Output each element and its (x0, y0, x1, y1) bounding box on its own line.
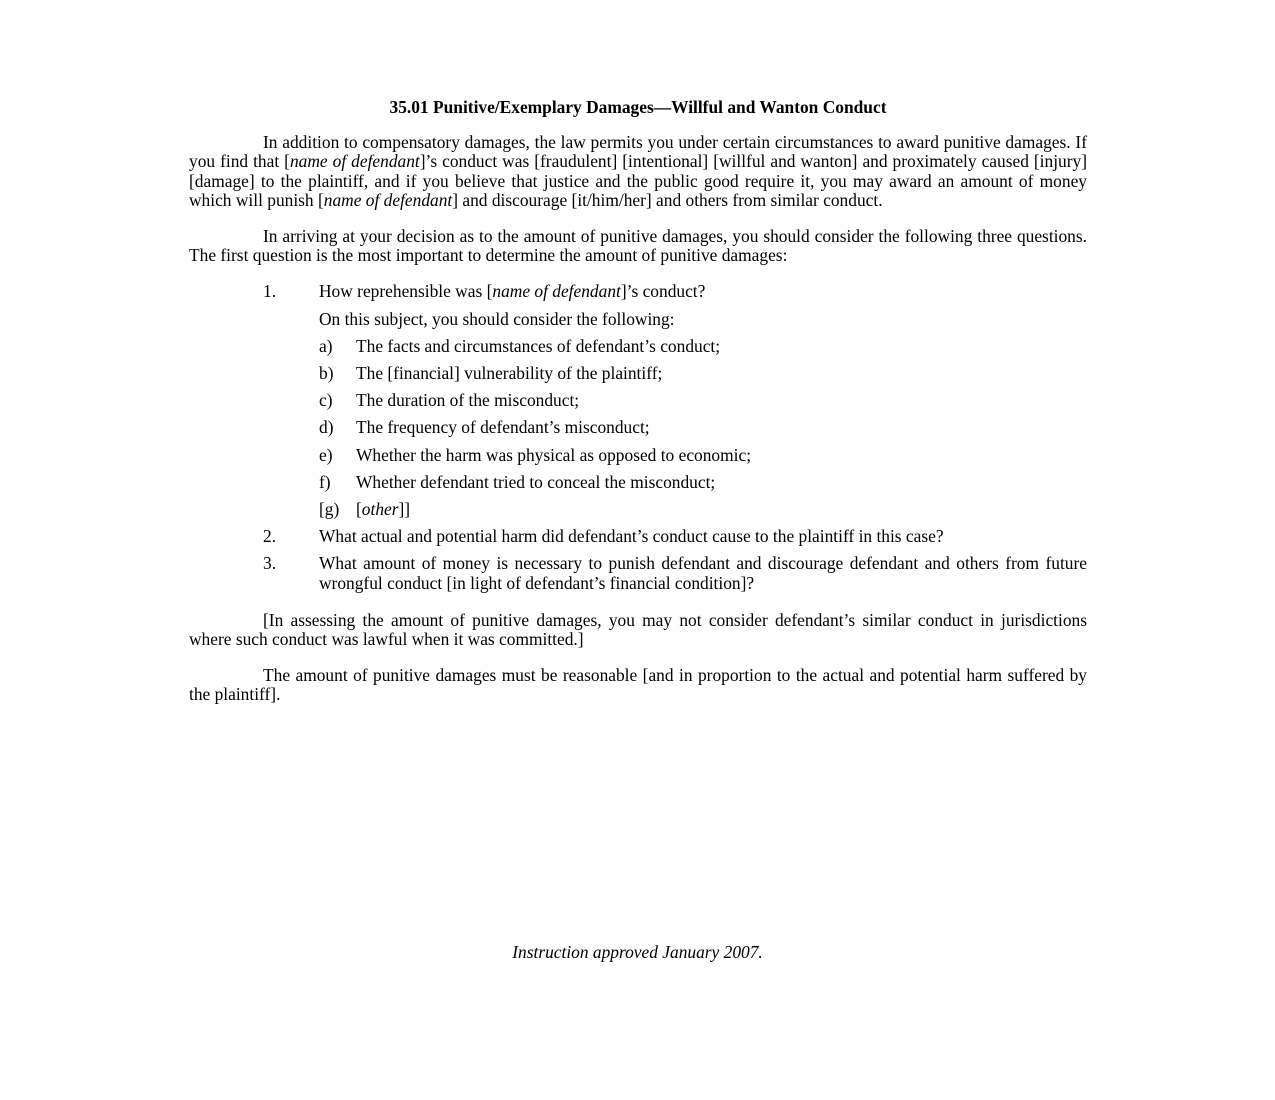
question-3-number: 3. (263, 553, 277, 574)
list-item-letter: [g) (319, 499, 340, 520)
list-item-text-post: ]] (398, 499, 411, 520)
question-3 (189, 554, 1087, 592)
list-item (189, 364, 1087, 383)
list-item-text: The facts and circumstances of defendant’s conduct; (356, 335, 721, 356)
list-item-text: Whether defendant tried to conceal the misconduct; (356, 471, 716, 492)
list-item (189, 473, 1087, 492)
list-item-text: Whether the harm was physical as opposed to economic; (356, 444, 752, 465)
closing-paragraph: The amount of punitive damages must be reasonable [and in proportion to the actual and potential harm suffered by the plaintiff]. (189, 665, 1087, 705)
list-item-letter: e) (319, 444, 333, 465)
intro-text-1: In addition to compensatory damages, the law permits you under certain circumstances to award punitive damages. If you find that [ (189, 132, 1087, 172)
defendant-placeholder-1: name of defendant (289, 151, 420, 172)
defendant-placeholder-3: name of defendant (492, 281, 621, 302)
question-2-number: 2. (263, 526, 277, 547)
question-1 (189, 282, 1087, 301)
question-3-text: What amount of money is necessary to punish defendant and discourage defendant and others from future wrongful conduct [in light of defendant’s financial condition]? (319, 553, 1087, 593)
questions-intro-paragraph: In arriving at your decision as to the amount of punitive damages, you should consider the following three questions. The first question is the most important to determine the amount of punitive damages: (189, 226, 1087, 266)
question-2 (189, 527, 1087, 546)
question-1-number: 1. (263, 281, 277, 302)
list-item-optional (189, 500, 1087, 519)
intro-text-3: ] and discourage [it/him/her] and others from similar conduct. (452, 189, 883, 210)
bracketed-paragraph: [In assessing the amount of punitive damages, you may not consider defendant’s similar conduct in jurisdictions where such conduct was lawful when it was committed.] (189, 609, 1087, 650)
defendant-placeholder-2: name of defendant (323, 189, 453, 210)
intro-paragraph (189, 133, 1087, 210)
list-item (189, 337, 1087, 356)
intro-text-2: ]’s conduct was [fraudulent] [intentional] [willful and wanton] and proximately caused [injury] [damage] to the plaintiff, and if you believe that justice and the public good require it, you may award an amount of money which will punish [ (189, 151, 1088, 210)
list-item-letter: f) (319, 471, 331, 492)
list-item (189, 391, 1087, 410)
list-item (189, 446, 1087, 465)
document-page (189, 98, 1087, 722)
list-item (189, 418, 1087, 437)
question-1-text-pre: How reprehensible was [ (319, 281, 493, 302)
list-item-text: The duration of the misconduct; (356, 390, 580, 411)
other-placeholder: other (361, 499, 399, 520)
question-1-text-post: ]’s conduct? (620, 281, 706, 302)
question-1-sub-intro: On this subject, you should consider the following: (319, 308, 675, 329)
list-item-text: The frequency of defendant’s misconduct; (356, 417, 650, 438)
question-2-text: What actual and potential harm did defendant’s conduct cause to the plaintiff in this case? (319, 526, 944, 547)
list-item-text: The [financial] vulnerability of the plaintiff; (356, 363, 663, 384)
list-item-text-pre: [ (356, 499, 362, 520)
list-item-letter: a) (319, 335, 333, 356)
page-title: 35.01 Punitive/Exemplary Damages—Willful and Wanton Conduct (389, 97, 887, 117)
list-item-letter: c) (319, 390, 333, 411)
list-item-letter: d) (319, 417, 334, 438)
list-item-letter: b) (319, 363, 334, 384)
approval-footer: Instruction approved January 2007. (512, 942, 763, 962)
